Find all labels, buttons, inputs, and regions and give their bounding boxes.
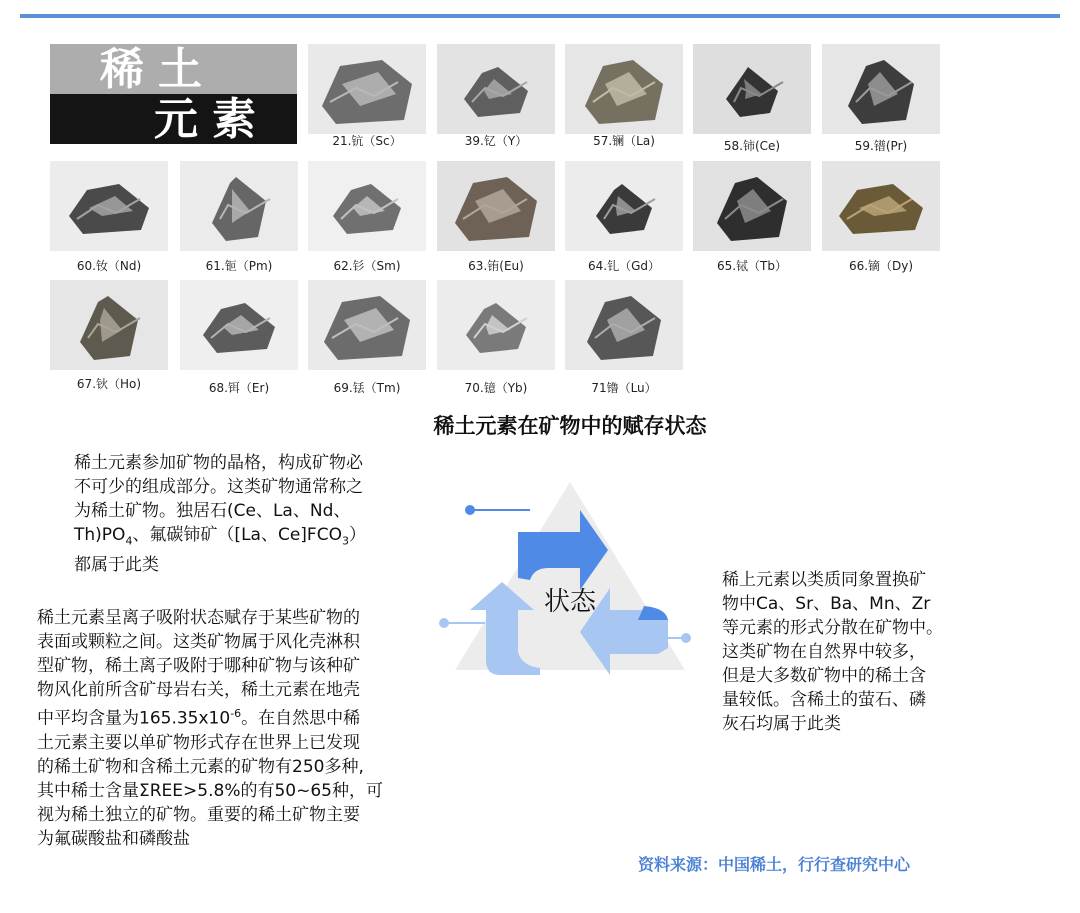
element-photo (180, 280, 298, 370)
connector-dot-top (465, 505, 475, 515)
element-label: 60.钕（Nd) (76, 259, 142, 273)
text-fragment: ） (348, 525, 366, 545)
title-card-line1: 稀土 (100, 44, 216, 95)
element-photo (437, 44, 555, 134)
mineral-sample-image (308, 44, 426, 134)
connector-dot-right (681, 633, 691, 643)
text-line: 其中稀士含量ΣREE>5.8%的有50~65种，可 (37, 780, 383, 801)
element-label: 62.钐（Sm) (333, 259, 401, 273)
text-line (37, 702, 437, 731)
element-label: 71镥（Lu） (591, 381, 657, 395)
mineral-sample-image (50, 161, 168, 251)
mineral-sample-image (437, 280, 555, 370)
source-citation: 资料来源：中国稀土，行行查研究中心 (638, 855, 911, 874)
element-label: 21.钪（Sc） (332, 134, 402, 148)
mineral-sample-image (693, 161, 811, 251)
element-photo (50, 161, 168, 251)
element-label: 63.铕(Eu) (468, 259, 524, 273)
connector-dot-left (439, 618, 449, 628)
mineral-sample-image (693, 44, 811, 134)
paragraph-lattice-minerals (74, 451, 444, 577)
text-line: 稀土元素参加矿物的晶格，构成矿物必 (74, 453, 363, 473)
mineral-sample-image (180, 280, 298, 370)
mineral-sample-image (308, 161, 426, 251)
element-photo (437, 280, 555, 370)
subscript: 3 (341, 534, 349, 548)
element-photo (50, 280, 168, 370)
mineral-sample-image (565, 161, 683, 251)
text-fragment: Th)PO (74, 525, 126, 545)
text-line: 等元素的形式分散在矿物中。 (722, 618, 943, 638)
mineral-sample-image (565, 280, 683, 370)
element-label: 58.铈(Ce) (723, 139, 781, 153)
mineral-sample-image (822, 44, 940, 134)
text-line: 土元素主要以单矿物形式存在世界上已发现 (37, 732, 360, 753)
superscript: -6 (230, 707, 242, 720)
text-line: 为稀土矿物。独居石(Ce、La、Nd、 (74, 501, 351, 521)
element-label: 68.铒（Er) (208, 381, 270, 395)
element-photo (565, 44, 683, 134)
title-card (50, 44, 297, 144)
text-line: 表面或颗粒之间。这类矿物属于风化壳淋积 (37, 632, 360, 652)
mineral-sample-image (180, 161, 298, 251)
text-line: 但是大多数矿物中的稀土含 (722, 666, 926, 686)
element-label: 67.钬（Ho) (76, 377, 142, 391)
element-photo (693, 44, 811, 134)
text-line: 型矿物，稀土离子吸附于哪种矿物与该种矿 (37, 656, 360, 676)
top-divider-line (20, 14, 1060, 18)
diagram-center-label: 状态 (543, 587, 597, 617)
element-photo (308, 280, 426, 370)
state-cycle-diagram (430, 470, 710, 700)
element-label: 64.钆（Gd） (587, 259, 660, 273)
text-fragment: 。在自然思中稀 (241, 708, 361, 729)
text-fragment: 中平均含量为165.35x10 (37, 708, 231, 729)
text-line: 的稀土矿物和含稀土元素的矿物有250多种, (37, 756, 364, 777)
text-line: 为氟碳酸盐和磷酸盐 (37, 828, 190, 849)
cycle-diagram-svg (430, 470, 710, 700)
mineral-sample-image (308, 280, 426, 370)
element-photo (565, 280, 683, 370)
element-label: 59.镨(Pr) (854, 139, 908, 153)
text-line: 视为稀土独立的矿物。重要的稀土矿物主要 (37, 804, 360, 825)
text-line: 不可少的组成部分。这类矿物通常称之 (74, 477, 363, 497)
text-line: 这类矿物在自然界中较多， (722, 642, 926, 662)
text-line (74, 523, 444, 553)
paragraph-ion-adsorption (37, 606, 437, 851)
text-line: 都属于此类 (74, 555, 159, 576)
element-label: 65.铽（Tb） (716, 259, 788, 273)
element-photo (180, 161, 298, 251)
mineral-sample-image (437, 44, 555, 134)
subscript: 4 (125, 534, 133, 548)
paragraph-isomorphous-substitution (722, 568, 990, 736)
text-fragment: 、氟碳铈矿（[La、Ce]FCO (132, 525, 342, 545)
mineral-sample-image (50, 280, 168, 370)
text-line: 稀土元素呈离子吸附状态赋存于某些矿物的 (37, 608, 360, 628)
element-label: 61.钷（Pm) (205, 259, 273, 273)
element-label: 70.镱（Yb) (464, 381, 528, 395)
text-line: 物风化前所含矿母岩右关，稀土元素在地壳 (37, 680, 360, 700)
text-line: 量较低。含稀土的萤石、磷 (722, 690, 926, 710)
text-line: 稀上元素以类质同象置换矿 (722, 570, 926, 590)
title-card-line2: 元素 (154, 94, 270, 144)
element-label: 57.镧（La) (593, 134, 655, 148)
section-heading: 稀土元素在矿物中的赋存状态 (433, 414, 707, 438)
text-line: 物中Ca、Sr、Ba、Mn、Zr (722, 594, 931, 614)
element-photo (693, 161, 811, 251)
mineral-sample-image (565, 44, 683, 134)
element-label: 39.钇（Y） (464, 134, 528, 148)
element-photo (308, 161, 426, 251)
mineral-sample-image (437, 161, 555, 251)
mineral-sample-image (822, 161, 940, 251)
element-photo (308, 44, 426, 134)
element-photo (565, 161, 683, 251)
element-photo (822, 44, 940, 134)
element-label: 66.镝（Dy) (848, 259, 914, 273)
element-photo (437, 161, 555, 251)
element-photo (822, 161, 940, 251)
text-line: 灰石均属于此类 (722, 714, 841, 734)
element-label: 69.铥（Tm) (333, 381, 401, 395)
